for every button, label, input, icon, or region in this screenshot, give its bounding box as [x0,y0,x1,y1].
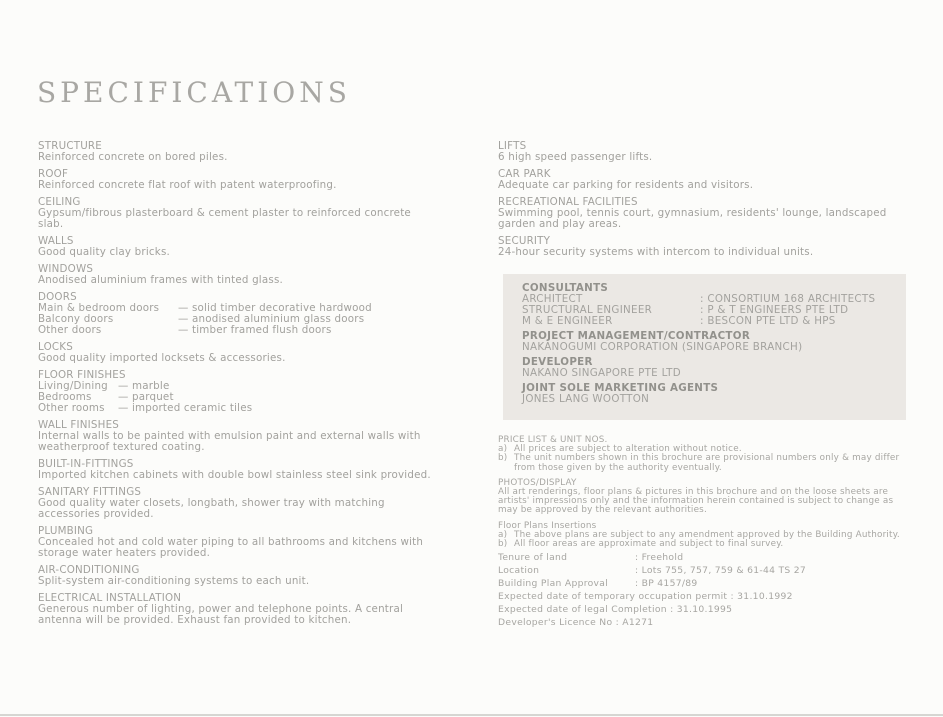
section-wall-finishes [38,420,476,453]
spec-row [38,381,476,392]
section-heading: WALL FINISHES [38,419,120,431]
page-title: SPECIFICATIONS [37,76,351,109]
section-line: storage water heaters provided. [38,547,211,559]
section-line: weatherproof textured coating. [38,441,205,453]
detail-label: Building Plan Approval [498,578,609,590]
section-walls [38,236,476,258]
section-electrical-installation [38,593,476,626]
section-line: Good quality water closets, longbath, shower tray with matching [38,497,385,509]
section-heading: SANITARY FITTINGS [38,486,142,498]
page-bottom-edge [0,714,943,716]
note-line: may be approved by the relevant authorities. [498,505,707,516]
box-group-heading: PROJECT MANAGEMENT/CONTRACTOR [522,330,751,342]
section-heading: AIR-CONDITIONING [38,564,140,576]
box-group-heading: CONSULTANTS [522,282,609,294]
section-floor-finishes [38,370,476,414]
left-column [38,141,476,632]
section-line: 6 high speed passenger lifts. [498,151,653,163]
section-heading: CAR PARK [498,168,551,180]
section-heading: WINDOWS [38,263,94,275]
section-line: 24-hour security systems with intercom to individual units. [498,246,814,258]
section-plumbing [38,526,476,559]
notes-block [498,436,943,555]
spec-row-value: — imported ceramic tiles [118,402,253,414]
section-line: Reinforced concrete flat roof with patent waterproofing. [38,179,337,191]
spec-row [38,403,476,414]
detail-row [498,566,943,576]
section-heading: LIFTS [498,140,527,152]
detail-row [498,553,943,563]
section-built-in-fittings [38,459,476,481]
consultants-box [503,274,906,420]
section-heading: FLOOR FINISHES [38,369,126,381]
section-line: accessories provided. [38,508,154,520]
spec-row [38,325,476,336]
box-group-marketing-agents [522,383,906,405]
consultant-role: ARCHITECT [522,293,583,305]
detail-label: Tenure of land [498,552,568,563]
box-group-line: NAKANOGUMI CORPORATION (SINGAPORE BRANCH) [522,341,803,353]
section-line: Good quality imported locksets & accessories. [38,352,286,364]
consultant-name: : BESCON PTE LTD & HPS [700,315,836,327]
section-heading: PLUMBING [38,525,94,537]
spec-row-value: — solid timber decorative hardwood [178,302,372,314]
note-item-text [514,454,899,472]
project-details [498,553,943,632]
spec-row-label: Other rooms [38,402,105,414]
consultant-row [522,316,906,327]
note-line: All art renderings, floor plans & pictures in this brochure and on the loose sheets are [498,487,889,498]
section-windows [38,264,476,286]
section-roof [38,169,476,191]
section-structure [38,141,476,163]
section-line: Reinforced concrete on bored piles. [38,151,228,163]
section-heading: DOORS [38,291,77,303]
section-sanitary-fittings [38,487,476,520]
spec-row-label: Balcony doors [38,313,114,325]
consultant-name: : P & T ENGINEERS PTE LTD [700,304,849,316]
spec-row-label: Main & bedroom doors [38,302,160,314]
note-item-line: All prices are subject to alteration without notice. [514,444,742,455]
note-heading: PRICE LIST & UNIT NOS. [498,435,608,445]
section-heading: ROOF [38,168,69,180]
consultant-name: : CONSORTIUM 168 ARCHITECTS [700,293,876,305]
section-line: Imported kitchen cabinets with double bowl stainless steel sink provided. [38,469,431,481]
section-heading: STRUCTURE [38,140,102,152]
spec-row-label: Living/Dining [38,380,108,392]
spec-row-value: — marble [118,380,170,392]
note-heading: Floor Plans Insertions [498,520,597,531]
note-item-marker: b) [498,453,508,464]
note-price-list [498,436,943,473]
note-item-text [514,540,783,549]
section-heading: ELECTRICAL INSTALLATION [38,592,182,604]
detail-line: Developer's Licence No : A1271 [498,617,654,629]
note-item-line: from those given by the authority eventually. [514,462,722,473]
section-heading: SECURITY [498,235,551,247]
section-security [498,236,936,258]
section-line: Concealed hot and cold water piping to all bathrooms and kitchens with [38,536,424,548]
section-line: garden and play areas. [498,218,622,230]
spec-row-value: — parquet [118,391,174,403]
box-group-consultants [522,283,906,327]
section-locks [38,342,476,364]
section-heading: BUILT-IN-FITTINGS [38,458,134,470]
consultant-role: STRUCTURAL ENGINEER [522,304,653,316]
note-item-marker: b) [498,539,508,550]
detail-line: Expected date of legal Completion : 31.10.1995 [498,604,733,616]
detail-line: Expected date of temporary occupation permit : 31.10.1992 [498,591,793,603]
section-heading: WALLS [38,235,74,247]
detail-label: Location [498,565,540,577]
note-line: artists' impressions only and the information herein contained is subject to change as [498,496,894,507]
section-air-conditioning [38,565,476,587]
section-heading: LOCKS [38,341,73,353]
note-photos-display [498,479,943,516]
section-heading: RECREATIONAL FACILITIES [498,196,638,208]
section-lifts [498,141,936,163]
detail-value: : Freehold [635,552,684,563]
note-item-marker: a) [498,444,508,455]
section-ceiling [38,197,476,230]
note-item-marker: a) [498,529,508,540]
spec-row-value: — anodised aluminium glass doors [178,313,365,325]
section-line: Split-system air-conditioning systems to each unit. [38,575,310,587]
note-floor-plans [498,522,943,550]
section-recreational-facilities [498,197,936,230]
consultant-role: M & E ENGINEER [522,315,613,327]
box-group-heading: DEVELOPER [522,356,593,368]
note-item-line: The above plans are subject to any amendment approved by the Building Authority. [514,529,900,540]
section-line: antenna will be provided. Exhaust fan provided to kitchen. [38,614,352,626]
note-item [498,454,943,472]
spec-row-label: Other doors [38,324,102,336]
section-line: Swimming pool, tennis court, gymnasium, residents' lounge, landscaped [498,207,887,219]
box-group-heading: JOINT SOLE MARKETING AGENTS [522,382,719,394]
note-item-line: All floor areas are approximate and subject to final survey. [514,539,784,550]
section-line: Generous number of lighting, power and telephone points. A central [38,603,404,615]
right-column [498,141,936,264]
section-line: slab. [38,218,64,230]
box-group-developer [522,357,906,379]
section-line: Adequate car parking for residents and visitors. [498,179,754,191]
section-car-park [498,169,936,191]
note-item [498,540,943,549]
spec-row-label: Bedrooms [38,391,92,403]
box-group-line: NAKANO SINGAPORE PTE LTD [522,367,682,379]
detail-value: : BP 4157/89 [635,578,698,590]
detail-value: : Lots 755, 757, 759 & 61-44 TS 27 [635,565,807,577]
spec-row-value: — timber framed flush doors [178,324,332,336]
box-group-line: JONES LANG WOOTTON [522,393,650,405]
section-line: Anodised aluminium frames with tinted glass. [38,274,283,286]
section-line: Internal walls to be painted with emulsion paint and external walls with [38,430,421,442]
section-doors [38,292,476,336]
note-item-line: The unit numbers shown in this brochure are provisional numbers only & may differ [514,453,900,464]
section-heading: CEILING [38,196,81,208]
note-heading: PHOTOS/DISPLAY [498,477,577,488]
detail-row [498,579,943,589]
box-group-project-management [522,331,906,353]
section-line: Good quality clay bricks. [38,246,170,258]
section-line: Gypsum/fibrous plasterboard & cement plaster to reinforced concrete [38,207,411,219]
